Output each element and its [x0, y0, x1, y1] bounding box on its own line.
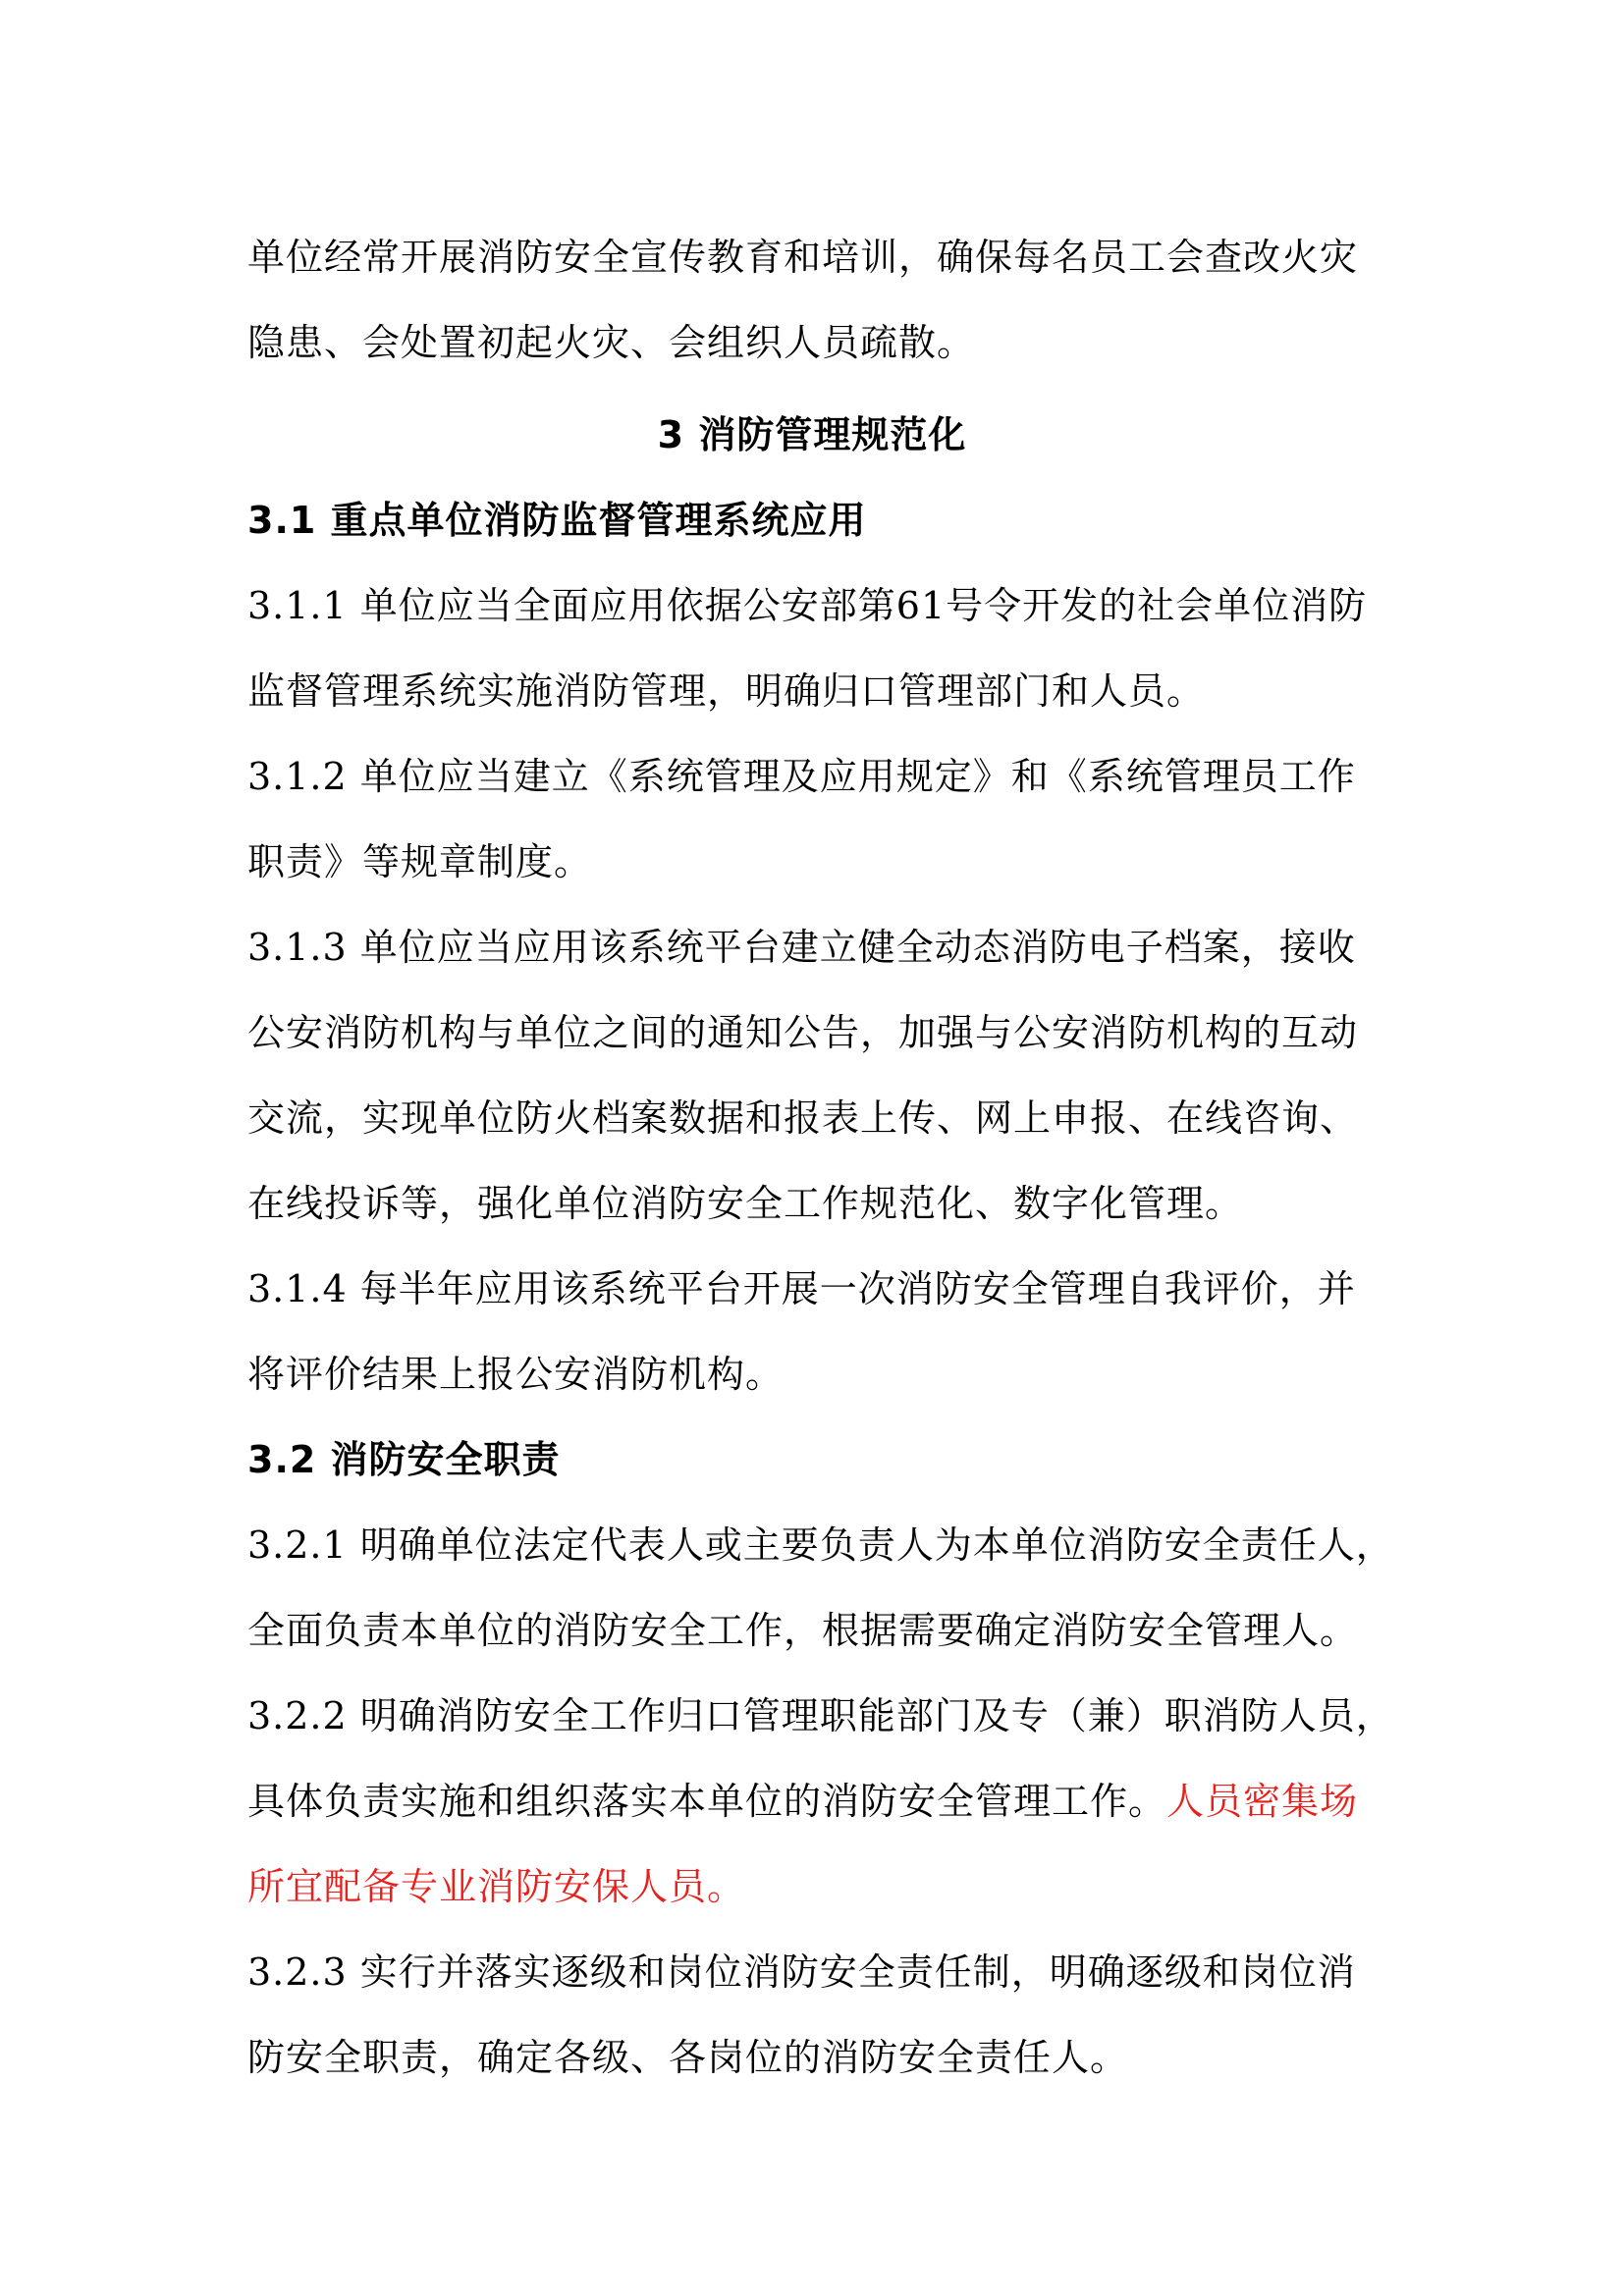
para-3-2-1-line-2: 全面负责本单位的消防安全工作，根据需要确定消防安全管理人。: [247, 1609, 1359, 1652]
para-3-2-3-line-1: 3.2.3 实行并落实逐级和岗位消防安全责任制，明确逐级和岗位消: [247, 1950, 1356, 1994]
para-3-1-1-line-1: 3.1.1 单位应当全面应用依据公安部第61号令开发的社会单位消防: [247, 584, 1368, 627]
para-3-2-3-line-2: 防安全职责，确定各级、各岗位的消防安全责任人。: [247, 2036, 1129, 2079]
para-3-2-2-text: 具体负责实施和组织落实本单位的消防安全管理工作。: [247, 1780, 1167, 1823]
para-3-1-3-line-1: 3.1.3 单位应当应用该系统平台建立健全动态消防电子档案，接收: [247, 926, 1356, 969]
section-3-2-heading: 3.2 消防安全职责: [247, 1438, 561, 1481]
para-3-1-4-line-2: 将评价结果上报公安消防机构。: [247, 1353, 785, 1396]
section-3-1-heading: 3.1 重点单位消防监督管理系统应用: [247, 499, 867, 542]
para-3-2-2-line-1: 3.2.2 明确消防安全工作归口管理职能部门及专（兼）职消防人员，: [247, 1694, 1394, 1737]
para-3-2-1-line-1: 3.2.1 明确单位法定代表人或主要负责人为本单位消防安全责任人，: [247, 1523, 1394, 1567]
para-3-1-2-line-1: 3.1.2 单位应当建立《系统管理及应用规定》和《系统管理员工作: [247, 755, 1356, 798]
para-3-1-3-line-3: 交流，实现单位防火档案数据和报表上传、网上申报、在线咨询、: [247, 1096, 1359, 1140]
intro-line-1: 单位经常开展消防安全宣传教育和培训，确保每名员工会查改火灾: [247, 236, 1359, 279]
para-3-2-2-highlight: 人员密集场: [1166, 1780, 1359, 1823]
intro-line-2: 隐患、会处置初起火灾、会组织人员疏散。: [247, 321, 976, 364]
chapter-title: 3 消防管理规范化: [657, 413, 967, 456]
para-3-1-4-line-1: 3.1.4 每半年应用该系统平台开展一次消防安全管理自我评价，并: [247, 1267, 1356, 1310]
para-3-1-1-line-2: 监督管理系统实施消防管理，明确归口管理部门和人员。: [247, 669, 1206, 713]
para-3-1-2-line-2: 职责》等规章制度。: [247, 840, 593, 883]
para-3-1-3-line-4: 在线投诉等，强化单位消防安全工作规范化、数字化管理。: [247, 1182, 1244, 1225]
para-3-2-2-line-3-highlight: 所宜配备专业消防安保人员。: [247, 1865, 746, 1908]
para-3-2-2-line-2: [247, 1777, 1358, 1826]
para-3-1-3-line-2: 公安消防机构与单位之间的通知公告，加强与公安消防机构的互动: [247, 1011, 1359, 1054]
